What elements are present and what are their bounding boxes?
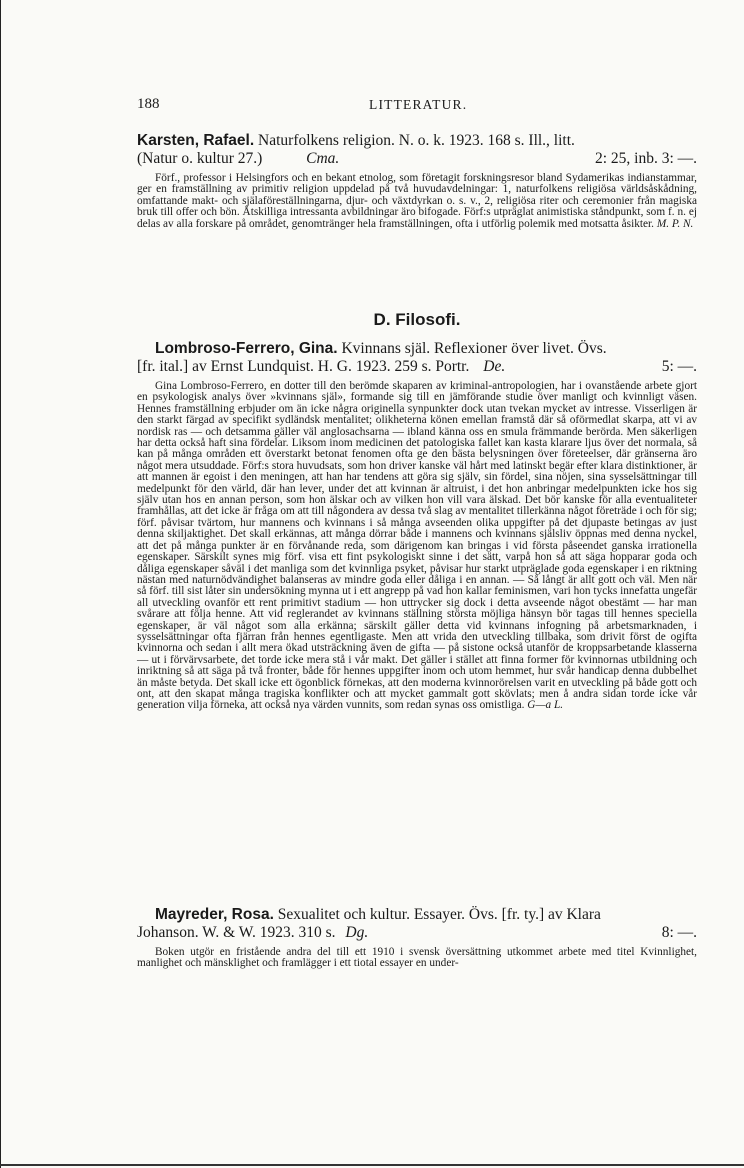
entry-publication: [fr. ital.] av Ernst Lundquist. H. G. 1923. 259 s. Portr. — [137, 358, 470, 375]
entry-price: 5: —. — [661, 358, 697, 375]
review-text: Gina Lombroso-Ferrero, en dotter till den berömde skaparen av kriminal-antropologien, har i ovanstående arbete gjort en psykologisk analys över »kvinnans själ», formande sig till en jämförande studie över manligt och kvinnligt väsen. Hennes framställning erbjuder om än icke några originella synpunkter dock utan tvekan mycket av intresse. Visserligen är den starkt färgad av specifikt sydländsk mentalitet; olikheterna könen emellan framstå där så oförmedlat skarpa, att vi av nordisk ras — och detsamma gäller väl anglosachsarna — ibland känna oss en smula främmande berörda. Men säkerligen har detta också haft sina fördelar. Liksom inom medicinen det patologiska fallet kan kasta klarare ljus över det normala, så kan på många områden ett överstarkt betonat fenomen ofta ge den bästa belysningen över företeelser, där gränserna äro något mera utsuddade. Förf:s stora huvudsats, som hon driver kanske väl hårt med latinskt begär efter klara distinktioner, är att mannen är egoist i den meningen, att han har tendens att göra sig själv, sin fördel, sina nöjen, sina sysselsättningar till medelpunkt för den värld, där han lever, under det att kvinnan är altruist, i det hon anbringar medelpunkten icke hos sig själv utan hos en annan person, som hon älskar och av vilken hon vill vara älskad. Det bör kanske för alla eventualiteter framhållas, att det icke är fråga om att till någondera av dessa två slag av mentalitet tillerkänna något företräde i och för sig; förf. påvisar tvärtom, hur mannens och kvinnans i så många avseenden olika uppgifter på det djupaste betingas av just denna skiljaktighet. Det skall erkännas, att många dörrar både i mannens och kvinnans själsliv öppnas med denna nyckel, att det på många punkter är en förvånande reda, som därigenom kan bringas i vid första påseendet ganska irrationella egenskaper. Särskilt synes mig förf. visa ett fint psykologiskt sinne i det sätt, varpå hon så att säga hopparar goda och dåliga egenskaper såväl i det manliga som det kvinnliga psyket, påvisar hur starkt utpräglade goda egenskaper i en riktning nästan med naturnödvändighet balanseras av mindre goda eller dåliga i en annan. — Så långt är allt gott och väl. Men när så förf. till sist låter sin undersökning mynna ut i ett angrepp på vad hon kallar feminismen, vari hon tycks innefatta ungefär all utveckling ovanför ett rent primitivt stadium — hon uttrycker sig dock i detta avseende något obestämt — har man svårare att följa henne. Att vid reglerandet av kvinnans ställning största möjliga hänsyn bör tagas till hennes speciella egenskaper, är väl något som alla erkänna; särskilt gäller detta vid kvinnans infogning på arbetsmarknaden, i sysselsättningar ofta fjärran från hennes egentligaste. Men att vrida den utveckling tillbaka, som drivit först de ogifta kvinnorna och sedan i allt mera ökad utsträckning även de gifta — på sistone också utanför de kroppsarbetande klasserna — ut i förvärvsarbete, det torde icke mera stå i vår makt. Det gäller i stället att finna former för kvinnornas utbildning och inriktning så att säga på två fronter, både för hennes uppgifter inom och utom hemmet, hur svår handicap denna dubbelhet än måste betyda. Det skall icke ett ögonblick förnekas, att den moderna kvinnorörelsen varit en utveckling på både gott och ont, att den skapat många tragiska konflikter och att mycket gammalt gott skövlats; men å andra sidan torde icke vår generation vilja förneka, att också nya värden vunnits, som redan synas oss omistliga. — [137, 380, 697, 712]
section-title: D. Filosofi. — [373, 310, 461, 329]
entry-author: Karsten, Rafael. — [137, 132, 255, 149]
running-title: LITTERATUR. — [369, 97, 468, 112]
page-edge-left — [0, 0, 1, 1168]
entry-title: Naturfolkens religion. N. o. k. 1923. 168 s. Ill., litt. — [258, 132, 575, 149]
entry-review — [137, 947, 697, 970]
page-header — [137, 96, 697, 118]
entry-heading — [137, 340, 697, 376]
review-signature: G—a L. — [527, 699, 564, 712]
bibliography-entry — [137, 340, 697, 712]
entry-series: (Natur o. kultur 27.) — [137, 150, 263, 167]
entry-heading — [137, 906, 697, 942]
bibliography-entry — [137, 906, 697, 970]
entry-price: 2: 25, inb. 3: —. — [594, 150, 697, 167]
entry-author: Lombroso-Ferrero, Gina. — [155, 340, 338, 357]
entry-price: 8: —. — [661, 924, 697, 941]
entry-publication: Johanson. W. & W. 1923. 310 s. — [137, 924, 336, 941]
review-text: Förf., professor i Helsingfors och en bekant etnolog, som företagit forskningsresor bland Sydamerikas indianstammar, ger en framställning av primitiv religion uppdelad på två huvudavdelningar: 1, naturfolkens religiösa världsåskådning, omfattande makt- och själaföreställningarna, djur- och växtdyrkan o. s. v., 2, religiösa riter och ceremonier från magiska bruk till offer och bön. Åtskilliga intressanta avbildningar äro bifogade. Förf:s utpräglat animistiska ståndpunkt, som f. n. ej delas av alla forskare på området, genomtränger hela framställningen, ofta i utförlig polemik med motsatta åsikter. — [137, 172, 697, 230]
entry-signature: De. — [483, 358, 506, 375]
entry-review — [137, 173, 697, 230]
review-text: Boken utgör en fristående andra del till ett 1910 i svensk översättning utkommet arbete med titel Kvinnlighet, manlighet och mänsklighet och framlägger i ett tiotal essayer en under- — [137, 946, 697, 970]
entry-title: Sexualitet och kultur. Essayer. Övs. [fr. ty.] av Klara — [277, 906, 601, 923]
entry-signature: Cma. — [306, 150, 340, 167]
entry-heading — [137, 132, 697, 168]
entry-title: Kvinnans själ. Reflexioner över livet. Övs. — [341, 340, 607, 357]
entry-signature: Dg. — [345, 924, 369, 941]
entry-author: Mayreder, Rosa. — [155, 906, 274, 923]
page-number: 188 — [137, 96, 160, 112]
review-signature: M. P. N. — [656, 217, 694, 230]
page-edge-bottom — [0, 1164, 744, 1166]
entry-review — [137, 381, 697, 712]
bibliography-entry — [137, 132, 697, 230]
